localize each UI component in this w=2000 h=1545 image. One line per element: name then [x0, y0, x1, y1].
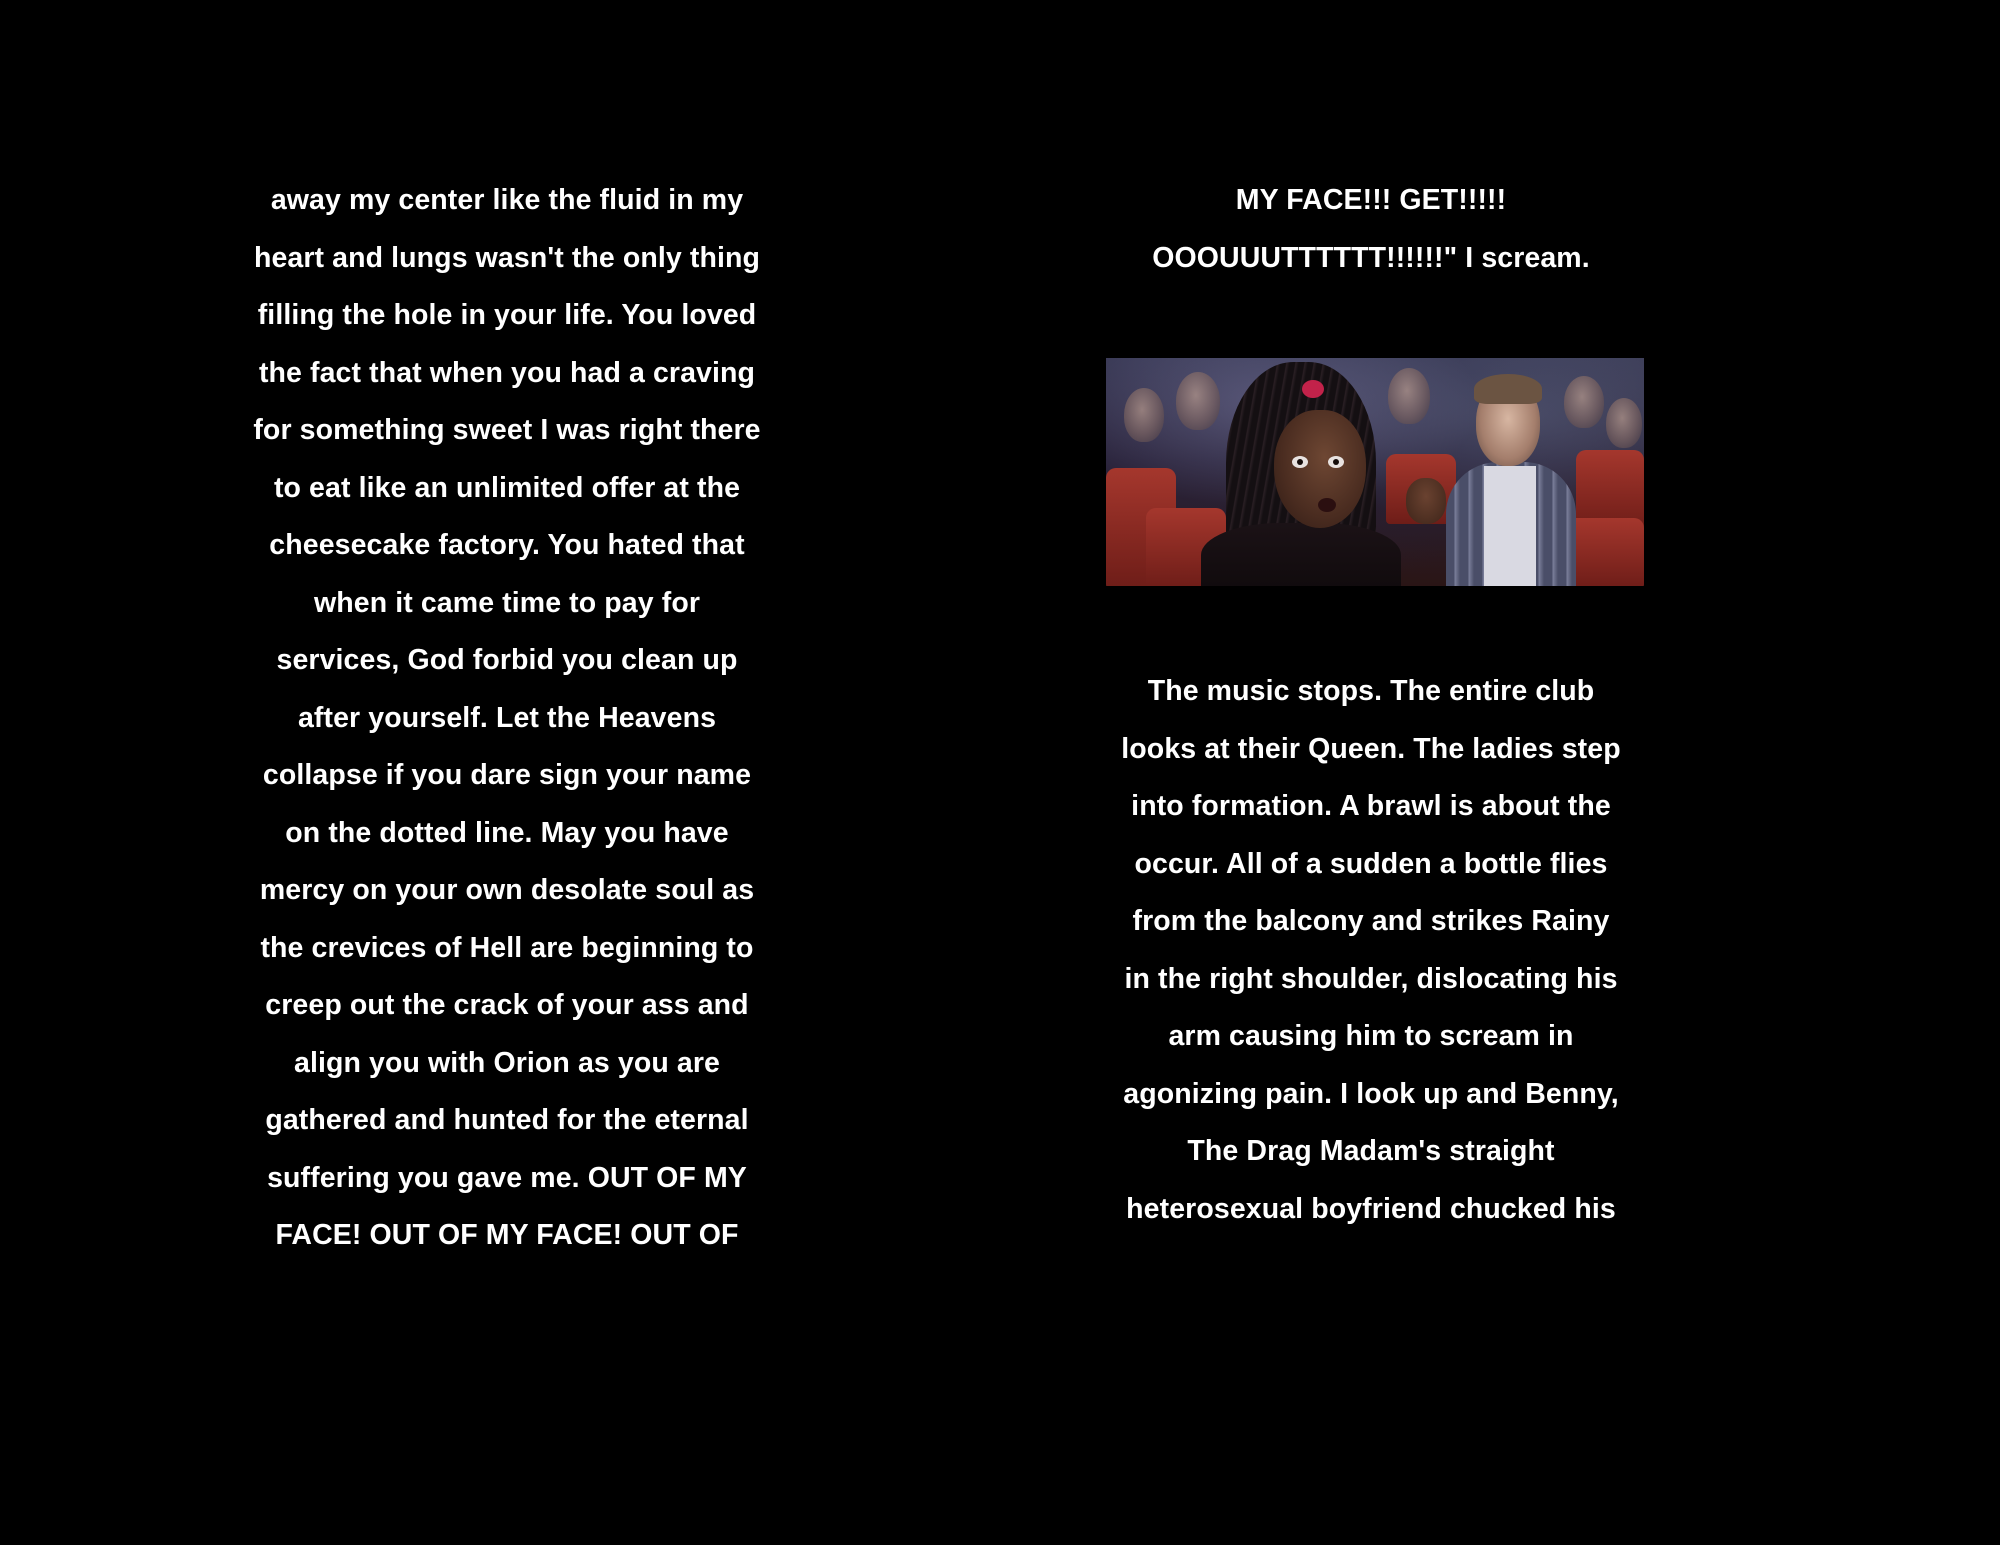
text-line: into formation. A brawl is about the: [1131, 790, 1611, 822]
text-line: looks at their Queen. The ladies step: [1121, 732, 1621, 765]
text-line: creep out the crack of your ass and: [265, 989, 749, 1021]
text-line: The Drag Madam's straight: [1187, 1135, 1555, 1167]
left-page-text: [207, 172, 807, 1265]
hair-tie: [1302, 380, 1324, 398]
woman-body: [1201, 523, 1401, 586]
text-line: mercy on your own desolate soul as: [259, 874, 755, 906]
woman-eye: [1328, 456, 1344, 468]
man-undershirt: [1484, 466, 1536, 586]
crowd-figure: [1388, 368, 1430, 424]
woman-face: [1274, 410, 1366, 528]
text-line: The music stops. The entire club: [1147, 675, 1595, 707]
text-line: away my center like the fluid in my: [270, 184, 744, 216]
text-line: services, God forbid you clean up: [276, 644, 738, 676]
text-line: after yourself. Let the Heavens: [297, 701, 717, 734]
text-line: collapse if you dare sign your name: [262, 759, 752, 791]
text-line: cheesecake factory. You hated that: [269, 529, 745, 561]
crowd-figure: [1564, 376, 1604, 428]
text-line: filling the hole in your life. You loved: [257, 299, 757, 331]
text-line: on the dotted line. May you have: [285, 816, 729, 849]
text-line: in the right shoulder, dislocating his: [1124, 962, 1618, 995]
text-line: arm causing him to scream in: [1168, 1020, 1574, 1052]
woman-eye: [1292, 456, 1308, 468]
text-line: suffering you gave me. OUT OF MY: [267, 1161, 747, 1194]
woman-hand: [1406, 478, 1446, 524]
text-line: to eat like an unlimited offer at the: [273, 471, 741, 504]
text-line: when it came time to pay for: [313, 586, 701, 619]
right-page-bottom-text: [1071, 663, 1671, 1238]
man-hair: [1474, 374, 1542, 404]
text-line: from the balcony and strikes Rainy: [1132, 905, 1610, 937]
text-line: OOOUUUTTTTTT!!!!!!" I scream.: [1152, 241, 1590, 274]
text-line: heart and lungs wasn't the only thing: [253, 241, 761, 274]
text-line: MY FACE!!! GET!!!!!: [1235, 184, 1507, 216]
movie-still-image: [1106, 358, 1644, 586]
text-line: for something sweet I was right there: [253, 414, 761, 446]
text-line: agonizing pain. I look up and Benny,: [1123, 1077, 1619, 1110]
woman-mouth: [1318, 498, 1336, 512]
text-line: heterosexual boyfriend chucked his: [1126, 1192, 1616, 1225]
text-line: the crevices of Hell are beginning to: [260, 931, 754, 964]
text-line: FACE! OUT OF MY FACE! OUT OF: [275, 1219, 739, 1251]
text-line: align you with Orion as you are: [294, 1046, 720, 1079]
crowd-figure: [1124, 388, 1164, 442]
crowd-figure: [1176, 372, 1220, 430]
text-line: gathered and hunted for the eternal: [265, 1104, 749, 1136]
text-line: occur. All of a sudden a bottle flies: [1134, 847, 1608, 880]
right-page-top-text: [1071, 172, 1671, 287]
text-line: the fact that when you had a craving: [258, 356, 756, 389]
crowd-figure: [1606, 398, 1642, 448]
